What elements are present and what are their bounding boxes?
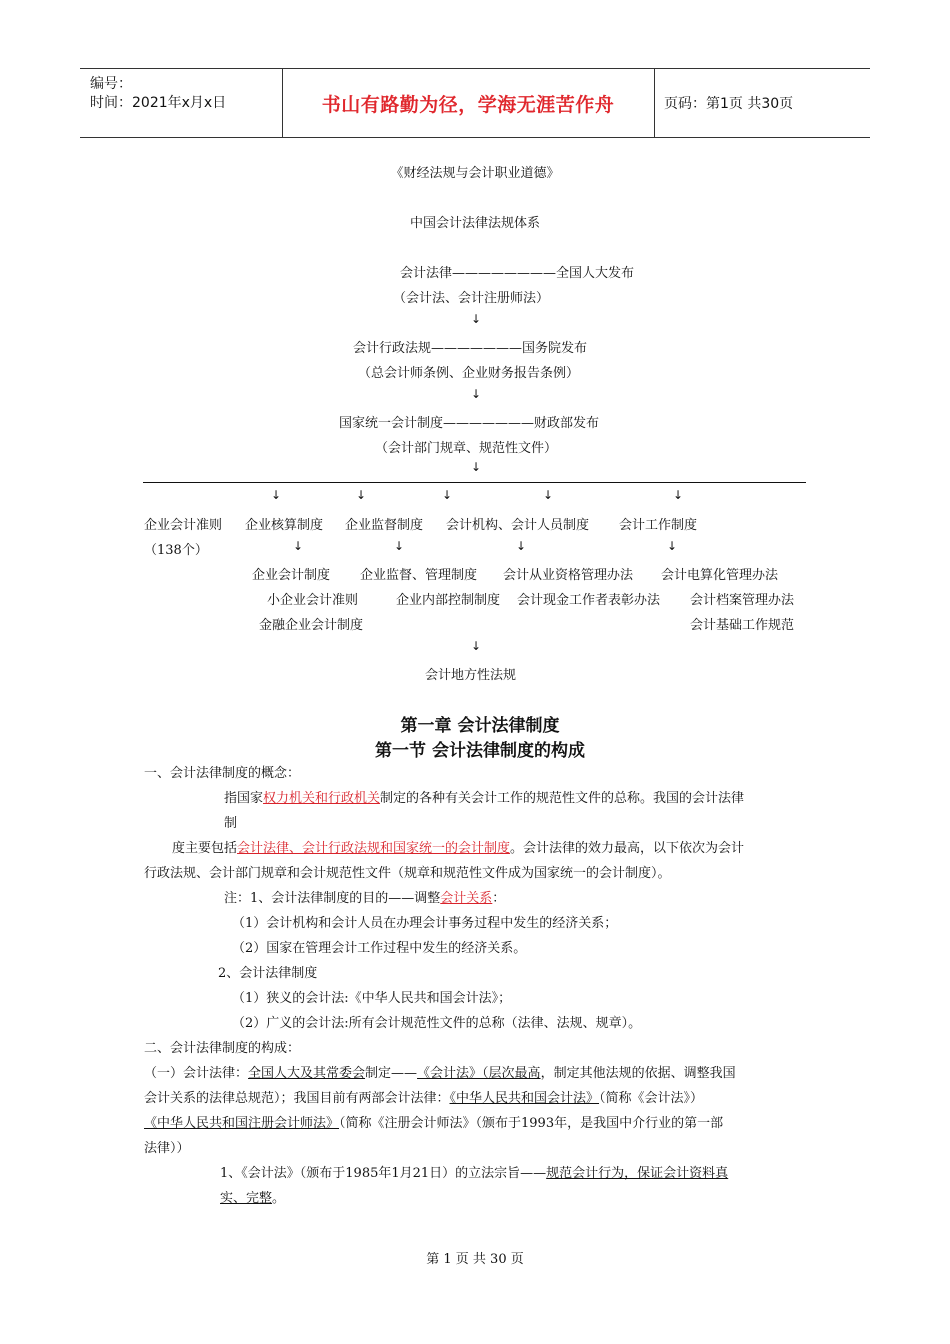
sub-hesuan-item: 企业会计制度 bbox=[252, 568, 331, 583]
paragraph-line bbox=[172, 837, 744, 856]
text-span: 度主要包括 bbox=[172, 841, 238, 856]
motto-text: 书山有路勤为径，学海无涯苦作舟 bbox=[321, 93, 615, 116]
arrow-down-icon: ↓ bbox=[543, 488, 554, 502]
header-page-cell bbox=[654, 69, 870, 137]
law-line: 法律）） bbox=[144, 1141, 190, 1156]
note2-line: 2、会计法律制度 bbox=[218, 966, 318, 981]
text-span: 1、《会计法》（颁布于1985年1月21日）的立法宗旨—— bbox=[220, 1166, 547, 1181]
doc-title: 《财经法规与会计职业道德》 bbox=[390, 166, 560, 181]
law-line bbox=[144, 1062, 736, 1081]
underlined-text: 《会计法》（层次最高 bbox=[417, 1066, 541, 1081]
arrow-down-icon: ↓ bbox=[442, 488, 453, 502]
arrow-down-icon: ↓ bbox=[471, 460, 482, 474]
arrow-down-icon: ↓ bbox=[471, 639, 482, 653]
text-span: ，制定其他法规的依据、调整我国 bbox=[540, 1066, 736, 1081]
underlined-text: 《中华人民共和国会计法》 bbox=[449, 1091, 600, 1106]
underlined-text: 实、完整 bbox=[220, 1191, 273, 1206]
text-span: 会计关系的法律总规范）；我国目前有两部会计法律： bbox=[144, 1091, 450, 1106]
sub-jigou-item: 会计从业资格管理办法 bbox=[503, 568, 634, 583]
level3-label: 国家统一会计制度———————财政部发布 bbox=[339, 416, 600, 431]
text-span: （简称《注册会计师法》（颁布于1993年，是我国中介行业的第一部 bbox=[339, 1116, 724, 1131]
branch-jigou: 会计机构、会计人员制度 bbox=[446, 518, 590, 533]
text-span: 制定的各种有关会计工作的规范性文件的总称。我国的会计法律 bbox=[380, 791, 745, 806]
list-item: （2）国家在管理会计工作过程中发生的经济关系。 bbox=[232, 941, 527, 956]
paragraph-line: 行政法规、会计部门规章和会计规范性文件（规章和规范性文件成为国家统一的会计制度）。 bbox=[144, 866, 671, 881]
text-span: 指国家 bbox=[224, 791, 264, 806]
branch-note: （138个） bbox=[144, 543, 208, 558]
emphasis-text: 会计关系 bbox=[440, 891, 493, 906]
underlined-text: 《中华人民共和国注册会计师法》 bbox=[144, 1116, 340, 1131]
arrow-down-icon: ↓ bbox=[471, 387, 482, 401]
arrow-down-icon: ↓ bbox=[471, 312, 482, 326]
text-span: 。 bbox=[272, 1191, 286, 1206]
arrow-down-icon: ↓ bbox=[356, 488, 367, 502]
emphasis-text: 权力机关和行政机关 bbox=[263, 791, 381, 806]
list-item: （2）广义的会计法:所有会计规范性文件的总称（法律、法规、规章）。 bbox=[232, 1016, 642, 1031]
text-span: （一）会计法律： bbox=[144, 1066, 249, 1081]
section-title: 第一节 会计法律制度的构成 bbox=[375, 741, 585, 761]
page-footer: 第 1 页 共 30 页 bbox=[426, 1252, 524, 1267]
level1-sub: （会计法、会计注册师法） bbox=[393, 291, 550, 306]
number-label: 编号： bbox=[90, 76, 132, 92]
branch-zhunze: 企业会计准则 bbox=[144, 518, 223, 533]
level3-sub: （会计部门规章、规范性文件） bbox=[375, 441, 558, 456]
section1-heading: 一、会计法律制度的概念： bbox=[144, 766, 301, 781]
item1-line bbox=[220, 1162, 728, 1181]
underlined-text: 规范会计行为，保证会计资料真 bbox=[546, 1166, 729, 1181]
level2-sub: （总会计师条例、企业财务报告条例） bbox=[358, 366, 580, 381]
arrow-down-icon: ↓ bbox=[394, 539, 405, 553]
page-label: 页码：第1页 共30页 bbox=[664, 96, 794, 112]
page-header bbox=[80, 68, 870, 138]
arrow-down-icon: ↓ bbox=[293, 539, 304, 553]
sub-jiandu-item: 企业监督、管理制度 bbox=[360, 568, 478, 583]
text-span: 制定—— bbox=[365, 1066, 418, 1081]
arrow-down-icon: ↓ bbox=[271, 488, 282, 502]
branch-hesuan: 企业核算制度 bbox=[245, 518, 324, 533]
sub-jiandu-item: 企业内部控制制度 bbox=[396, 593, 501, 608]
underlined-text: 全国人大及其常委会 bbox=[248, 1066, 366, 1081]
header-motto-cell bbox=[282, 69, 655, 137]
branch-gongzuo: 会计工作制度 bbox=[619, 518, 698, 533]
level1-label: 会计法律————————全国人大发布 bbox=[400, 266, 635, 281]
sub-gongzuo-item: 会计档案管理办法 bbox=[690, 593, 795, 608]
header-meta-cell bbox=[80, 69, 283, 137]
text-span: ： bbox=[492, 891, 506, 906]
item1-line bbox=[220, 1187, 285, 1206]
section2-heading: 二、会计法律制度的构成： bbox=[144, 1041, 301, 1056]
sub-jigou-item: 会计现金工作者表彰办法 bbox=[517, 593, 661, 608]
sub-gongzuo-item: 会计电算化管理办法 bbox=[661, 568, 779, 583]
text-span: 。会计法律的效力最高，以下依次为会计 bbox=[510, 841, 745, 856]
list-item: （1）会计机构和会计人员在办理会计事务过程中发生的经济关系； bbox=[232, 916, 618, 931]
local-regulations: 会计地方性法规 bbox=[425, 668, 517, 683]
sub-hesuan-item: 小企业会计准则 bbox=[267, 593, 359, 608]
level2-label: 会计行政法规———————国务院发布 bbox=[353, 341, 588, 356]
system-title: 中国会计法律法规体系 bbox=[409, 216, 540, 231]
sub-hesuan-item: 金融企业会计制度 bbox=[259, 618, 364, 633]
time-label: 时间：2021年x月x日 bbox=[90, 95, 227, 111]
note1-line bbox=[224, 887, 505, 906]
branch-jiandu: 企业监督制度 bbox=[345, 518, 424, 533]
emphasis-text: 会计法律、会计行政法规和国家统一的会计制度 bbox=[237, 841, 511, 856]
arrow-down-icon: ↓ bbox=[516, 539, 527, 553]
text-span: （简称《会计法》） bbox=[599, 1091, 704, 1106]
paragraph-line bbox=[224, 787, 744, 806]
law-line bbox=[144, 1087, 703, 1106]
arrow-down-icon: ↓ bbox=[673, 488, 684, 502]
paragraph-line: 制 bbox=[224, 816, 238, 831]
text-span: 注：1、会计法律制度的目的——调整 bbox=[224, 891, 441, 906]
law-line bbox=[144, 1112, 723, 1131]
chapter-title: 第一章 会计法律制度 bbox=[400, 716, 560, 736]
sub-gongzuo-item: 会计基础工作规范 bbox=[690, 618, 795, 633]
branch-divider bbox=[143, 482, 806, 483]
arrow-down-icon: ↓ bbox=[667, 539, 678, 553]
list-item: （1）狭义的会计法:《中华人民共和国会计法》； bbox=[232, 991, 512, 1006]
